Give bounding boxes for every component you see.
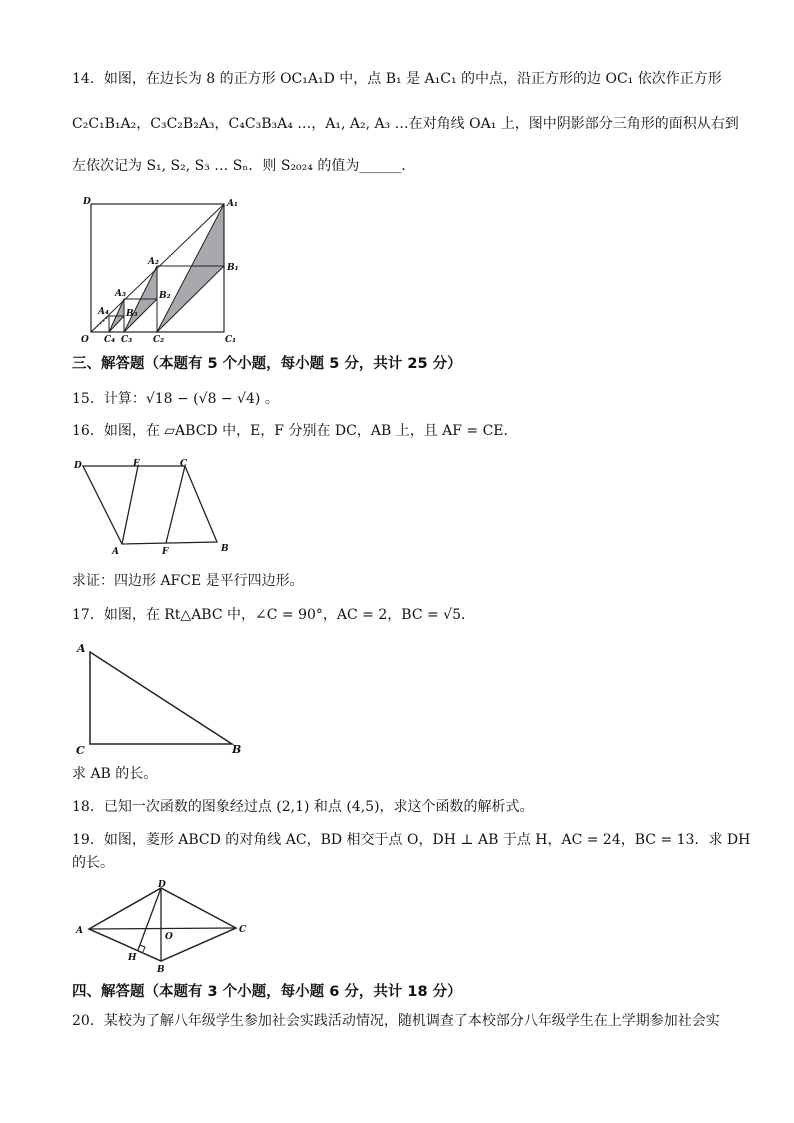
q16-text: 16．如图，在 ▱ABCD 中，E，F 分别在 DC，AB 上，且 AF = CE． bbox=[72, 423, 518, 439]
q20-text: 20．某校为了解八年级学生参加社会实践活动情况，随机调查了本校部分八年级学生在上学期参加社会实 bbox=[72, 1013, 720, 1029]
label-A3: A₃ bbox=[115, 289, 126, 299]
q17-figure bbox=[72, 640, 252, 758]
label-C: C bbox=[239, 925, 247, 935]
label-C1: C₁ bbox=[225, 335, 237, 345]
rhombus-abcd bbox=[89, 888, 236, 961]
q19-line-2: 的长。 bbox=[72, 855, 114, 871]
label-C: C bbox=[76, 744, 85, 757]
q17-ask: 求 AB 的长。 bbox=[72, 766, 158, 782]
right-triangle-abc bbox=[90, 652, 232, 744]
segment-cf bbox=[166, 466, 185, 543]
q19-line-1: 19．如图，菱形 ABCD 的对角线 AC，BD 相交于点 O，DH ⊥ AB 于点 H，AC = 24，BC = 13．求 DH bbox=[72, 832, 751, 848]
label-O: O bbox=[165, 932, 173, 942]
q16-figure bbox=[72, 454, 242, 556]
shaded-triangle-s1 bbox=[157, 204, 224, 332]
diagonal-ac bbox=[89, 928, 236, 929]
right-angle-mark bbox=[140, 945, 145, 952]
label-C3: C₃ bbox=[121, 335, 133, 345]
label-D: D bbox=[74, 461, 82, 471]
label-B: B bbox=[221, 544, 229, 554]
q14-figure bbox=[72, 192, 252, 344]
parallelogram-abcd bbox=[83, 466, 217, 544]
segment-ae bbox=[122, 466, 138, 544]
segment-dh bbox=[138, 888, 161, 950]
label-A: A bbox=[77, 642, 86, 655]
q14-line-2: C₂C₁B₁A₂，C₃C₂B₂A₃，C₄C₃B₃A₄ …，A₁, A₂, A₃ …在对角线 OA₁ 上，图中阴影部分三角形的面积从右到 bbox=[72, 116, 739, 132]
section-3-heading: 三、解答题（本题有 5 个小题，每小题 5 分，共计 25 分） bbox=[72, 356, 462, 372]
q17-text: 17．如图，在 Rt△ABC 中，∠C = 90°，AC = 2，BC = √5． bbox=[72, 607, 475, 623]
label-B: B bbox=[157, 965, 165, 975]
label-B1: B₁ bbox=[227, 263, 239, 273]
q15-text: 15．计算：√18 − (√8 − √4) 。 bbox=[72, 391, 279, 407]
section-4-heading: 四、解答题（本题有 3 个小题，每小题 6 分，共计 18 分） bbox=[72, 984, 462, 1000]
label-C: C bbox=[180, 459, 188, 469]
label-B: B bbox=[232, 743, 242, 756]
q16-prove: 求证：四边形 AFCE 是平行四边形。 bbox=[72, 573, 304, 589]
label-B2: B₂ bbox=[159, 291, 171, 301]
label-A4: A₄ bbox=[98, 307, 109, 317]
label-A: A bbox=[76, 926, 83, 936]
q19-figure bbox=[72, 877, 257, 975]
label-D: D bbox=[158, 880, 166, 890]
label-A: A bbox=[112, 547, 119, 557]
label-A1: A₁ bbox=[227, 199, 238, 209]
label-D: D bbox=[83, 197, 91, 207]
label-F: F bbox=[162, 547, 169, 557]
label-C4: C₄ bbox=[104, 335, 116, 345]
label-E: E bbox=[133, 459, 140, 469]
label-C2: C₂ bbox=[153, 335, 165, 345]
label-H: H bbox=[128, 953, 137, 963]
q14-line-1: 14．如图，在边长为 8 的正方形 OC₁A₁D 中，点 B₁ 是 A₁C₁ 的中点，沿正方形的边 OC₁ 依次作正方形 bbox=[72, 71, 722, 87]
q14-line-3: 左依次记为 S₁, S₂, S₃ … Sₙ．则 S₂₀₂₄ 的值为______． bbox=[72, 158, 416, 174]
q18-text: 18．已知一次函数的图象经过点 (2,1) 和点 (4,5)，求这个函数的解析式。 bbox=[72, 799, 534, 815]
label-A2: A₂ bbox=[148, 257, 159, 267]
label-O: O bbox=[81, 335, 89, 345]
label-B3: B₃ bbox=[126, 309, 138, 319]
